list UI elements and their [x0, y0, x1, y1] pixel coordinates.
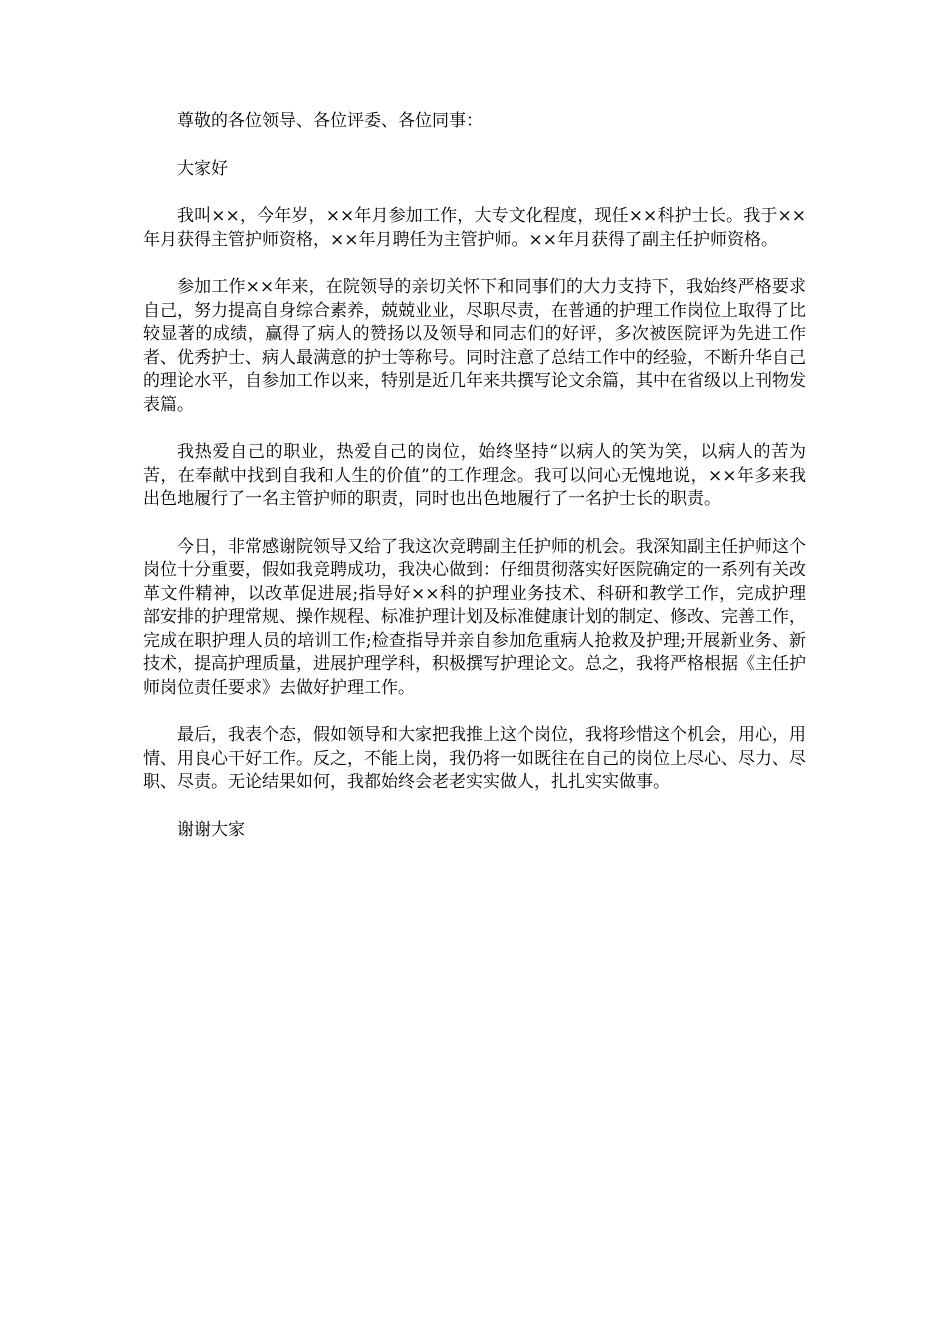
paragraph-conclusion: 最后，我表个态，假如领导和大家把我推上这个岗位，我将珍惜这个机会，用心，用情、用良心干好工作。反之，不能上岗，我仍将一如既往在自己的岗位上尽心、尽力、尽职、尽责。无论结果如何，我都始终会老老实实做人，扎扎实实做事。: [143, 725, 806, 792]
paragraph-introduction: 我叫××，今年岁，××年月参加工作，大专文化程度，现任××科护士长。我于××年月获得主管护师资格，××年月聘任为主管护师。××年月获得了副主任护师资格。: [143, 206, 806, 250]
speech-body: [143, 110, 806, 866]
closing: 谢谢大家: [177, 819, 245, 840]
paragraph-achievements: 参加工作××年来，在院领导的亲切关怀下和同事们的大力支持下，我始终严格要求自己，努力提高自身综合素养，兢兢业业，尽职尽责，在普通的护理工作岗位上取得了比较显著的成绩，赢得了病人的赞扬以及领导和同志们的好评，多次被医院评为先进工作者、优秀护士、病人最满意的护士等称号。同时注意了总结工作中的经验，不断升华自己的理论水平，自参加工作以来，特别是近几年来共撰写论文余篇，其中在省级以上刊物发表篇。: [143, 277, 806, 415]
paragraph-philosophy: 我热爱自己的职业，热爱自己的岗位，始终坚持“以病人的笑为笑，以病人的苦为苦，在奉献中找到自我和人生的价值”的工作理念。我可以问心无愧地说，××年多来我出色地履行了一名主管护师的职责，同时也出色地履行了一名护士长的职责。: [143, 442, 806, 509]
paragraph-commitments: 今日，非常感谢院领导又给了我这次竞聘副主任护师的机会。我深知副主任护师这个岗位十分重要，假如我竞聘成功，我决心做到：仔细贯彻落实好医院确定的一系列有关改革文件精神，以改革促进展;指导好××科的护理业务技术、科研和教学工作，完成护理部安排的护理常规、操作规程、标准护理计划及标准健康计划的制定、修改、完善工作，完成在职护理人员的培训工作;检查指导并亲自参加危重病人抢救及护理;开展新业务、新技术，提高护理质量，进展护理学科，积极撰写护理论文。总之，我将严格根据《主任护师岗位责任要求》去做好护理工作。: [143, 536, 806, 698]
salutation: 尊敬的各位领导、各位评委、各位同事：: [177, 111, 483, 131]
greeting: 大家好: [177, 158, 228, 179]
